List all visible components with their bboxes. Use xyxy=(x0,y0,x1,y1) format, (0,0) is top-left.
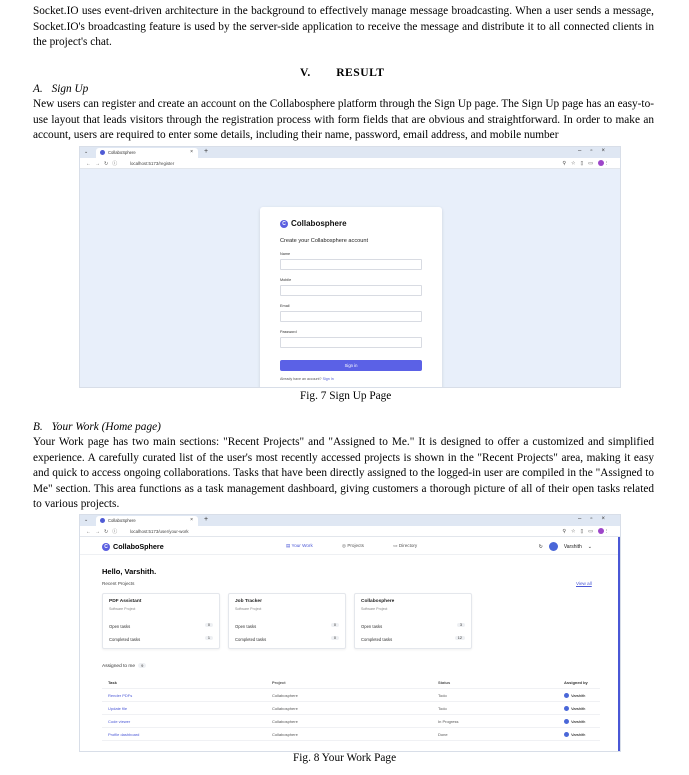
assigner-name: Varshith xyxy=(571,693,586,698)
task-project: Collabosphere xyxy=(272,732,298,737)
assigned-to-me-label xyxy=(102,663,146,669)
fig8-caption: Fig. 8 Your Work Page xyxy=(293,752,397,764)
table-header xyxy=(102,676,600,689)
subsection-a-title: Sign Up xyxy=(51,83,89,95)
project-card[interactable] xyxy=(102,593,220,649)
completed-tasks-label: Completed tasks xyxy=(109,637,141,642)
password-field[interactable] xyxy=(280,337,422,348)
tab-title: CollaboSphere xyxy=(108,518,136,523)
task-project: Collabosphere xyxy=(272,719,298,724)
url-text[interactable]: localhost:5173/register xyxy=(130,160,175,166)
browser-tab[interactable] xyxy=(96,516,198,526)
task-status: Todo xyxy=(438,693,447,698)
brand-name: Collabosphere xyxy=(291,219,347,228)
section-number: V. xyxy=(300,66,311,79)
completed-tasks-label: Completed tasks xyxy=(361,637,393,642)
open-tasks-label: Open tasks xyxy=(361,624,383,629)
name-field[interactable] xyxy=(280,259,422,270)
open-tasks-row xyxy=(109,624,213,629)
signin-prompt-text: Already have an account? xyxy=(280,377,322,381)
task-link[interactable]: Code viewer xyxy=(108,719,131,724)
signup-card xyxy=(260,207,442,388)
section-heading xyxy=(300,66,385,79)
signup-background xyxy=(80,169,620,387)
recent-projects-label: Recent Projects xyxy=(102,581,135,586)
subsection-b-title: Your Work (Home page) xyxy=(51,421,161,433)
app-area xyxy=(80,537,620,751)
browser-tabbar xyxy=(80,147,620,158)
user-avatar-icon xyxy=(564,706,569,711)
task-status: Done xyxy=(438,732,448,737)
open-tasks-row xyxy=(361,624,465,629)
task-link[interactable]: Update file xyxy=(108,706,128,711)
task-project: Collabosphere xyxy=(272,706,298,711)
app-header xyxy=(80,537,620,555)
window-controls[interactable]: –▫× xyxy=(578,148,614,154)
app-nav xyxy=(286,543,445,549)
completed-tasks-row xyxy=(109,637,213,642)
close-tab-icon[interactable]: × xyxy=(190,149,193,155)
scrollbar[interactable] xyxy=(618,537,620,752)
nav-your-work[interactable]: ▤ Your Work xyxy=(286,543,313,548)
assigned-label-text: Assigned to me xyxy=(102,664,136,669)
task-status: In Progress xyxy=(438,719,459,724)
address-bar xyxy=(80,158,620,169)
browser-tab[interactable] xyxy=(96,148,198,158)
header-task: Task xyxy=(108,680,117,685)
logo-icon: C xyxy=(102,543,110,551)
user-avatar-icon xyxy=(564,693,569,698)
completed-tasks-count: 1 xyxy=(205,636,213,640)
task-assigner xyxy=(564,693,585,698)
header-project: Project xyxy=(272,680,286,685)
completed-tasks-count: 0 xyxy=(331,636,339,640)
open-tasks-label: Open tasks xyxy=(109,624,131,629)
task-link[interactable]: Render PDFs xyxy=(108,693,133,698)
project-type: Software Project xyxy=(235,607,262,611)
task-assigner xyxy=(564,706,585,711)
subsection-a-label: A. xyxy=(33,83,43,95)
subsection-a-heading xyxy=(33,83,88,95)
table-row[interactable] xyxy=(102,715,600,728)
mobile-label: Mobile xyxy=(280,278,292,282)
brand xyxy=(280,219,422,228)
section-title: RESULT xyxy=(336,66,385,79)
address-bar xyxy=(80,526,620,537)
open-tasks-count: 0 xyxy=(205,623,213,627)
open-tasks-row xyxy=(235,624,339,629)
nav-directory[interactable]: ▭ Directory xyxy=(393,543,418,548)
tab-menu-icon[interactable]: ⌄ xyxy=(84,149,89,155)
nav-projects[interactable]: ◎ Projects xyxy=(342,543,364,548)
completed-tasks-count: 12 xyxy=(455,636,465,640)
mobile-field[interactable] xyxy=(280,285,422,296)
nav-icons[interactable]: ←→↻ⓘ xyxy=(86,161,122,167)
completed-tasks-label: Completed tasks xyxy=(235,637,267,642)
project-name: PDF Assistant xyxy=(109,599,142,604)
signin-link[interactable]: Sign In xyxy=(322,377,334,381)
user-name: Varshith xyxy=(563,543,582,550)
refresh-icon[interactable]: ↻ xyxy=(538,543,543,550)
assigner-name: Varshith xyxy=(571,706,586,711)
user-menu[interactable] xyxy=(539,542,592,551)
table-row[interactable] xyxy=(102,728,600,741)
favicon-icon xyxy=(100,518,105,523)
browser-tabbar xyxy=(80,515,620,526)
nav-projects-label: Projects xyxy=(347,543,364,548)
app-brand-name: CollaboSphere xyxy=(113,542,164,551)
nav-your-work-label: Your Work xyxy=(291,543,313,548)
open-tasks-count: 0 xyxy=(331,623,339,627)
assigner-name: Varshith xyxy=(571,732,586,737)
view-all-link[interactable]: View all xyxy=(576,581,592,586)
project-card[interactable] xyxy=(354,593,472,649)
project-name: Job Tracker xyxy=(235,599,262,604)
chevron-down-icon[interactable]: ⌄ xyxy=(587,543,592,550)
email-label: Email xyxy=(280,304,290,308)
open-tasks-label: Open tasks xyxy=(235,624,257,629)
project-type: Software Project xyxy=(361,607,388,611)
greeting: Hello, Varshith. xyxy=(102,567,157,576)
favicon-icon xyxy=(100,150,105,155)
subsection-a-text: New users can register and create an account on the Collabosphere platform through the Sign Up page. The Sign Up page has an easy-to-use layout that leads visitors through the registration process with form fields that are obvious and straightforward. In order to make an account, users are required to enter some details, including their name, password, email address, and mobile number xyxy=(33,98,654,142)
table-row[interactable] xyxy=(102,689,600,702)
signin-prompt xyxy=(280,377,422,381)
subsection-b-heading xyxy=(33,421,161,433)
url-text[interactable]: localhost:5173/user/your-work xyxy=(130,528,189,534)
window-controls[interactable]: –▫× xyxy=(578,516,614,522)
browser-tools[interactable]: ⚲☆▯▭ ⋮ xyxy=(562,527,614,534)
task-link[interactable]: Profile dashboard xyxy=(108,732,140,737)
nav-icons[interactable]: ←→↻ⓘ xyxy=(86,529,122,535)
assigner-name: Varshith xyxy=(571,719,586,724)
close-tab-icon[interactable]: × xyxy=(190,517,193,523)
signup-heading: Create your Collabosphere account xyxy=(280,238,368,244)
new-tab-icon[interactable]: + xyxy=(204,148,209,155)
app-brand[interactable] xyxy=(102,542,164,551)
completed-tasks-row xyxy=(361,637,465,642)
signup-screenshot xyxy=(79,146,621,388)
completed-tasks-row xyxy=(235,637,339,642)
profile-avatar-icon[interactable] xyxy=(598,160,604,166)
subsection-b-label: B. xyxy=(33,421,43,433)
nav-directory-label: Directory xyxy=(398,543,418,548)
header-status: Status xyxy=(438,680,451,685)
your-work-screenshot xyxy=(79,514,621,752)
new-tab-icon[interactable]: + xyxy=(204,516,209,523)
task-project: Collabosphere xyxy=(272,693,298,698)
user-avatar-icon xyxy=(564,732,569,737)
intro-paragraph: Socket.IO uses event-driven architecture in the background to effectively manage message broadcasting. When a user sends a message, Socket.IO's broadcasting feature is used by the server-side application to receive the message and distribute it to all connected clients in the project's chat. xyxy=(33,5,654,49)
fig7-caption: Fig. 7 Sign Up Page xyxy=(300,390,392,402)
table-row[interactable] xyxy=(102,702,600,715)
project-type: Software Project xyxy=(109,607,136,611)
password-label: Password xyxy=(280,330,297,334)
project-card[interactable] xyxy=(228,593,346,649)
assigned-count-badge: 9 xyxy=(138,663,146,668)
task-status: Todo xyxy=(438,706,447,711)
open-tasks-count: 3 xyxy=(457,623,465,627)
header-assigned-by: Assigned by xyxy=(564,680,588,685)
project-name: Collabosphere xyxy=(361,599,395,604)
name-label: Name xyxy=(280,252,291,256)
profile-avatar-icon[interactable] xyxy=(598,528,604,534)
tab-title: CollaboSphere xyxy=(108,150,136,155)
task-assigner xyxy=(564,719,585,724)
email-field[interactable] xyxy=(280,311,422,322)
user-avatar-icon xyxy=(549,542,558,551)
assigned-table xyxy=(102,676,600,741)
task-assigner xyxy=(564,732,585,737)
sign-in-button[interactable]: Sign in xyxy=(280,360,422,371)
logo-icon: C xyxy=(280,220,288,228)
user-avatar-icon xyxy=(564,719,569,724)
subsection-b-text: Your Work page has two main sections: "Recent Projects" and "Assigned to Me." It is designed to offer a customized and simplified experience. A carefully curated list of the user's most recently accessed projects is shown in the "Recent Projects" area, making it easy and quick to access ongoing collaborations. Tasks that have been directly assigned to the logged-in user are compiled in the "Assigned to Me" section. This area functions as a task management dashboard, giving customers a thorough picture of all of their open tasks related to various projects. xyxy=(33,436,654,511)
tab-menu-icon[interactable]: ⌄ xyxy=(84,517,89,523)
browser-tools[interactable]: ⚲☆▯▭ ⋮ xyxy=(562,159,614,166)
